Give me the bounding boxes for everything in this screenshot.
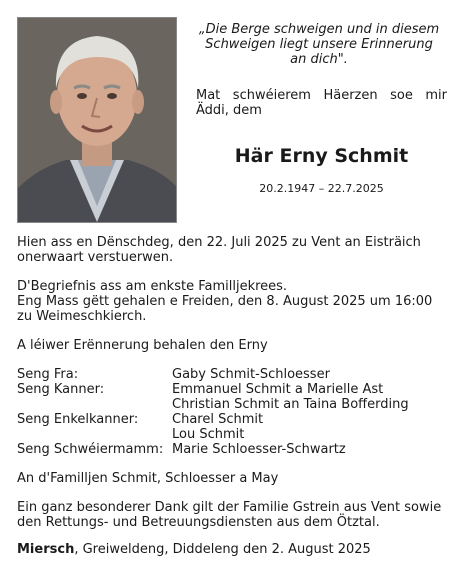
quote-line: „Die Berge schweigen und in diesem: [198, 22, 440, 37]
relative-name: Marie Schloesser-Schwartz: [172, 442, 346, 457]
relative-label: Seng Kanner:: [17, 382, 105, 397]
relative-label: Seng Schwéiermamm:: [17, 442, 164, 457]
place-date-rest: , Greiweldeng, Diddeleng den 2. August 2025: [74, 542, 371, 557]
place-name: Miersch: [17, 542, 75, 557]
obituary-body: [17, 235, 447, 557]
relative-label: Seng Enkelkanner:: [17, 412, 139, 427]
relative-label: [17, 427, 172, 442]
relative-name: Gaby Schmit-Schloesser: [172, 367, 330, 382]
intro-text: Mat schwéierem Häerzen soe mir Äddi, dem: [196, 88, 447, 118]
funeral-paragraph: D'Begriefnis ass am enkste Familljekrees.: [17, 279, 288, 294]
relative-label: [17, 397, 172, 412]
life-dates: 20.2.1947 – 22.7.2025: [259, 182, 384, 195]
portrait-photo: [17, 17, 177, 223]
deceased-name: Här Erny Schmit: [234, 145, 409, 167]
relative-name: Charel Schmit: [172, 412, 264, 427]
families-line: An d'Familljen Schmit, Schloesser a May: [17, 471, 279, 486]
relatives-list: [17, 367, 447, 457]
memorial-quote: [192, 22, 446, 67]
relative-name: Emmanuel Schmit a Marielle Ast: [172, 382, 384, 397]
relative-label: Seng Fra:: [17, 367, 79, 382]
death-notice-paragraph: Hien ass en Dënschdeg, den 22. Juli 2025 zu Vent an Eisträich onerwaart verstuerwen.: [17, 235, 421, 265]
relative-name: Lou Schmit: [172, 427, 245, 442]
thanks-paragraph: Ein ganz besonderer Dank gilt der Familie Gstrein aus Vent sowie den Rettungs- und Betreuungsdiensten aus dem Ötztal.: [17, 500, 442, 530]
relative-name: Christian Schmit an Taina Bofferding: [172, 397, 409, 412]
quote-line: Schweigen liegt unsere Erinnerung: [205, 37, 433, 52]
place-date-line: [17, 542, 447, 557]
mass-paragraph: Eng Mass gëtt gehalen e Freiden, den 8. August 2025 um 16:00 zu Weimeschkierch.: [17, 294, 433, 324]
remembrance-line: A léiwer Erënnerung behalen den Erny: [17, 338, 268, 353]
quote-line: an dich".: [290, 52, 348, 67]
